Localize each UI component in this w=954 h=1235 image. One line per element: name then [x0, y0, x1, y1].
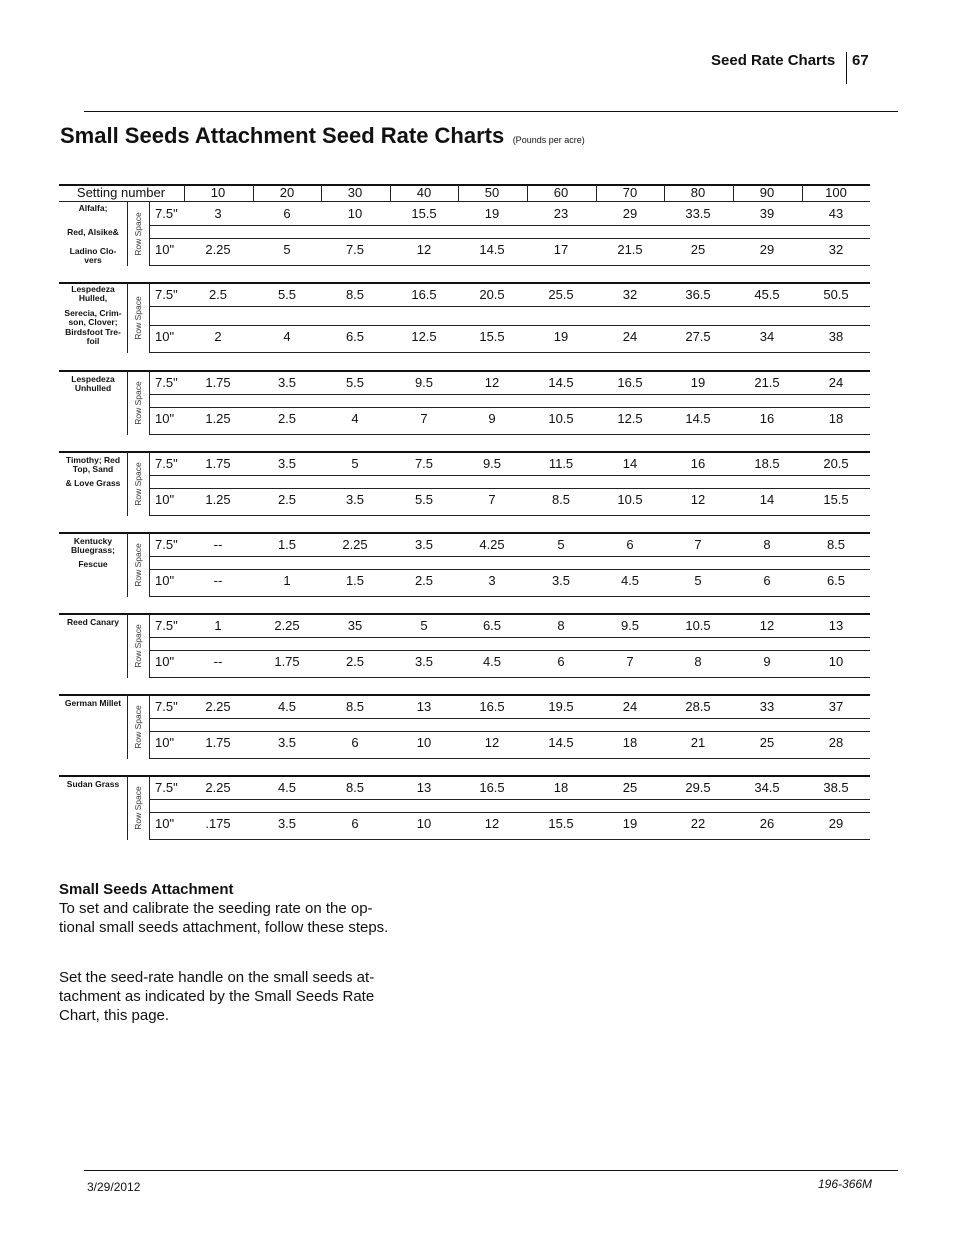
rate-cell: 5 — [351, 456, 359, 471]
row-space-text: Row Space — [133, 543, 143, 587]
rate-cell: 6.5 — [826, 573, 846, 588]
rate-cell: 3.5 — [345, 492, 365, 507]
rate-cell: 43 — [828, 206, 844, 221]
rate-cell: 20.5 — [823, 456, 849, 471]
seed-name: Reed Canary — [67, 617, 119, 627]
group-top-rule — [59, 694, 870, 696]
rate-cell: 15.5 — [823, 492, 849, 507]
group-bottom-rule — [149, 352, 870, 353]
rate-cell: 4 — [351, 411, 359, 426]
row-space-label — [131, 616, 145, 676]
rate-cell: 4.25 — [479, 537, 505, 552]
rate-cell: 10.5 — [548, 411, 574, 426]
row-space-text: Row Space — [133, 381, 143, 425]
rate-cell: 13 — [828, 618, 844, 633]
group-bottom-rule — [149, 839, 870, 840]
header-col-divider — [596, 185, 597, 201]
row-spacing-value: 7.5" — [155, 699, 178, 714]
rate-cell: 50.5 — [823, 287, 849, 302]
rate-cell: 33 — [759, 699, 775, 714]
rate-cell: 3 — [214, 206, 222, 221]
rate-cell: 7 — [488, 492, 496, 507]
rate-cell: 24 — [622, 329, 638, 344]
group-bottom-rule — [149, 677, 870, 678]
row-rule — [149, 238, 870, 239]
rate-cell: 45.5 — [754, 287, 780, 302]
row-spacing-value: 10" — [155, 329, 175, 344]
group-top-rule — [59, 282, 870, 284]
rate-cell: 16.5 — [479, 780, 505, 795]
rate-cell: 3.5 — [551, 573, 571, 588]
row-spacing-value: 7.5" — [155, 206, 178, 221]
small-seeds-section — [59, 880, 389, 937]
rate-cell: 14 — [759, 492, 775, 507]
setting-header-50: 50 — [484, 185, 500, 200]
setting-header-40: 40 — [416, 185, 432, 200]
rate-cell: 7.5 — [414, 456, 434, 471]
rate-cell: .175 — [205, 816, 231, 831]
group-bottom-rule — [149, 265, 870, 266]
row-spacing-value: 7.5" — [155, 780, 178, 795]
rate-cell: 3 — [488, 573, 496, 588]
row-rule — [149, 325, 870, 326]
section-paragraph-1: To set and calibrate the seeding rate on the op-tional small seeds attachment, follow these steps. — [59, 900, 389, 936]
rate-cell: 9.5 — [620, 618, 640, 633]
rate-cell: 27.5 — [685, 329, 711, 344]
rate-cell: 13 — [416, 699, 432, 714]
rate-cell: 5.5 — [414, 492, 434, 507]
seed-name: Timothy; Red Top, Sand — [65, 455, 121, 474]
rate-cell: 5 — [557, 537, 565, 552]
rate-cell: 32 — [828, 242, 844, 257]
page-number: 67 — [852, 52, 869, 69]
rate-cell: 16 — [759, 411, 775, 426]
rate-cell: 8 — [557, 618, 565, 633]
rate-cell: 4.5 — [620, 573, 640, 588]
rate-cell: 10 — [828, 654, 844, 669]
rate-cell: 6.5 — [345, 329, 365, 344]
row-space-text: Row Space — [133, 296, 143, 340]
setting-header-90: 90 — [759, 185, 775, 200]
rate-cell: 6.5 — [482, 618, 502, 633]
rate-cell: 12 — [484, 735, 500, 750]
row-spacing-value: 10" — [155, 654, 175, 669]
space-col-divider — [149, 202, 150, 266]
rate-cell: 25.5 — [548, 287, 574, 302]
rate-cell: 25 — [690, 242, 706, 257]
rate-cell: 6 — [351, 816, 359, 831]
row-space-label — [131, 454, 145, 514]
row-space-divider — [127, 776, 128, 840]
row-spacing-value: 7.5" — [155, 375, 178, 390]
row-space-label — [131, 285, 145, 351]
rate-cell: 1.75 — [205, 375, 231, 390]
rate-cell: 12 — [759, 618, 775, 633]
row-spacing-value: 7.5" — [155, 287, 178, 302]
rate-cell: 19 — [553, 329, 569, 344]
rate-cell: 24 — [828, 375, 844, 390]
rate-cell: 22 — [690, 816, 706, 831]
rate-cell: 7 — [420, 411, 428, 426]
bottom-rule — [84, 1170, 898, 1171]
rate-cell: 1 — [214, 618, 222, 633]
rate-cell: 16 — [690, 456, 706, 471]
rate-cell: 2.25 — [342, 537, 368, 552]
group-top-rule — [59, 775, 870, 777]
setting-header-60: 60 — [553, 185, 569, 200]
header-col-divider — [802, 185, 803, 201]
row-spacing-value: 10" — [155, 242, 175, 257]
rate-cell: 14 — [622, 456, 638, 471]
rate-cell: 2.25 — [205, 699, 231, 714]
rate-cell: 6 — [283, 206, 291, 221]
row-space-divider — [127, 695, 128, 759]
row-space-text: Row Space — [133, 462, 143, 506]
row-rule — [149, 225, 870, 226]
rate-cell: 12 — [484, 816, 500, 831]
rate-cell: 5 — [420, 618, 428, 633]
rate-cell: 28 — [828, 735, 844, 750]
rate-cell: 12 — [416, 242, 432, 257]
row-space-text: Row Space — [133, 624, 143, 668]
rate-cell: -- — [213, 654, 223, 669]
rate-cell: 1.75 — [274, 654, 300, 669]
rate-cell: 14.5 — [548, 735, 574, 750]
rate-cell: 16.5 — [479, 699, 505, 714]
row-space-label — [131, 373, 145, 433]
rate-cell: 23 — [553, 206, 569, 221]
row-spacing-value: 10" — [155, 735, 175, 750]
rate-cell: 37 — [828, 699, 844, 714]
rate-cell: 7 — [626, 654, 634, 669]
rate-cell: 21.5 — [617, 242, 643, 257]
row-rule — [149, 637, 870, 638]
rate-cell: 29 — [759, 242, 775, 257]
rate-cell: 21.5 — [754, 375, 780, 390]
row-space-divider — [127, 452, 128, 516]
rate-cell: 6 — [626, 537, 634, 552]
rate-cell: 9 — [488, 411, 496, 426]
row-space-text: Row Space — [133, 705, 143, 749]
rate-cell: 8.5 — [345, 287, 365, 302]
row-spacing-value: 10" — [155, 816, 175, 831]
group-bottom-rule — [149, 515, 870, 516]
rate-cell: 10 — [347, 206, 363, 221]
row-rule — [149, 650, 870, 651]
rate-cell: 8.5 — [551, 492, 571, 507]
row-spacing-value: 10" — [155, 411, 175, 426]
rate-cell: 38 — [828, 329, 844, 344]
seed-name: Alfalfa; — [78, 203, 108, 213]
header-col-divider — [184, 185, 185, 201]
rate-cell: 29 — [622, 206, 638, 221]
space-col-divider — [149, 695, 150, 759]
rate-cell: 3.5 — [277, 816, 297, 831]
seed-name: Serecia, Crim- son, Clover; — [64, 308, 122, 327]
row-rule — [149, 407, 870, 408]
rate-cell: 34.5 — [754, 780, 780, 795]
header-col-divider — [321, 185, 322, 201]
row-rule — [149, 718, 870, 719]
rate-cell: 28.5 — [685, 699, 711, 714]
rate-cell: 2.5 — [277, 492, 297, 507]
space-col-divider — [149, 283, 150, 353]
rate-cell: 12.5 — [411, 329, 437, 344]
rate-cell: 1 — [283, 573, 291, 588]
rate-cell: 35 — [347, 618, 363, 633]
seed-name: Fescue — [78, 559, 108, 569]
rate-cell: 8 — [694, 654, 702, 669]
rate-cell: 25 — [759, 735, 775, 750]
title-units: (Pounds per acre) — [512, 135, 585, 145]
rate-cell: 17 — [553, 242, 569, 257]
rate-cell: 14.5 — [685, 411, 711, 426]
rate-cell: 3.5 — [277, 735, 297, 750]
rate-cell: 2.25 — [205, 780, 231, 795]
rate-cell: 3.5 — [414, 537, 434, 552]
rate-cell: 18 — [553, 780, 569, 795]
row-spacing-value: 10" — [155, 573, 175, 588]
rate-cell: 10.5 — [685, 618, 711, 633]
row-space-divider — [127, 283, 128, 353]
row-space-label — [131, 204, 145, 264]
space-col-divider — [149, 533, 150, 597]
rate-cell: 14.5 — [548, 375, 574, 390]
header-col-divider — [390, 185, 391, 201]
rate-cell: 26 — [759, 816, 775, 831]
rate-cell: 12 — [484, 375, 500, 390]
rate-cell: -- — [213, 573, 223, 588]
rate-cell: 4.5 — [277, 699, 297, 714]
rate-cell: 7.5 — [345, 242, 365, 257]
footer-date: 3/29/2012 — [87, 1180, 141, 1194]
rate-cell: 32 — [622, 287, 638, 302]
rate-cell: 29 — [828, 816, 844, 831]
rate-cell: 2.5 — [345, 654, 365, 669]
rate-cell: 39 — [759, 206, 775, 221]
rate-cell: 2.25 — [205, 242, 231, 257]
row-spacing-value: 7.5" — [155, 618, 178, 633]
group-top-rule — [59, 532, 870, 534]
rate-cell: 19 — [484, 206, 500, 221]
rate-cell: 18 — [622, 735, 638, 750]
rate-cell: 6 — [557, 654, 565, 669]
row-rule — [149, 394, 870, 395]
section-heading: Small Seeds Attachment — [59, 881, 234, 898]
rate-cell: 14.5 — [479, 242, 505, 257]
rate-cell: 18 — [828, 411, 844, 426]
rate-cell: 19.5 — [548, 699, 574, 714]
rate-cell: 13 — [416, 780, 432, 795]
rate-cell: 15.5 — [479, 329, 505, 344]
header-col-divider — [527, 185, 528, 201]
rate-cell: 38.5 — [823, 780, 849, 795]
rate-cell: 3.5 — [277, 456, 297, 471]
setting-header-10: 10 — [210, 185, 226, 200]
seed-name: Kentucky Bluegrass; — [71, 536, 115, 555]
rate-cell: 1.5 — [345, 573, 365, 588]
rate-cell: 33.5 — [685, 206, 711, 221]
rate-cell: 5.5 — [277, 287, 297, 302]
rate-cell: 12 — [690, 492, 706, 507]
rate-cell: 34 — [759, 329, 775, 344]
rate-cell: 8.5 — [826, 537, 846, 552]
rate-cell: 12.5 — [617, 411, 643, 426]
rate-cell: 2.5 — [277, 411, 297, 426]
rate-cell: 10 — [416, 816, 432, 831]
rate-cell: 36.5 — [685, 287, 711, 302]
rate-cell: 1.75 — [205, 735, 231, 750]
row-rule — [149, 556, 870, 557]
row-spacing-value: 10" — [155, 492, 175, 507]
rate-cell: 5 — [694, 573, 702, 588]
row-space-text: Row Space — [133, 212, 143, 256]
rate-cell: 10 — [416, 735, 432, 750]
group-bottom-rule — [149, 596, 870, 597]
row-rule — [149, 475, 870, 476]
seed-name: Sudan Grass — [66, 779, 120, 789]
row-space-label — [131, 778, 145, 838]
seed-name: Lespedeza Unhulled — [71, 374, 115, 393]
rate-cell: 18.5 — [754, 456, 780, 471]
rate-cell: 3.5 — [277, 375, 297, 390]
rate-cell: 5 — [283, 242, 291, 257]
setting-header-20: 20 — [279, 185, 295, 200]
rate-cell: 1.25 — [205, 492, 231, 507]
rate-cell: 5.5 — [345, 375, 365, 390]
header-bottom-rule — [59, 201, 870, 202]
row-spacing-value: 7.5" — [155, 456, 178, 471]
rate-cell: 15.5 — [411, 206, 437, 221]
rate-cell: 20.5 — [479, 287, 505, 302]
title-main: Small Seeds Attachment Seed Rate Charts — [60, 123, 505, 148]
group-top-rule — [59, 370, 870, 372]
rate-cell: 8.5 — [345, 780, 365, 795]
rate-cell: 2 — [214, 329, 222, 344]
row-space-divider — [127, 533, 128, 597]
row-space-divider — [127, 202, 128, 266]
rate-cell: 6 — [351, 735, 359, 750]
rate-cell: 4.5 — [482, 654, 502, 669]
rate-cell: 29.5 — [685, 780, 711, 795]
group-top-rule — [59, 451, 870, 453]
rate-cell: 9 — [763, 654, 771, 669]
seed-name: German Millet — [64, 698, 122, 708]
rate-cell: 7 — [694, 537, 702, 552]
group-bottom-rule — [149, 758, 870, 759]
setting-header-30: 30 — [347, 185, 363, 200]
running-header: Seed Rate Charts — [711, 52, 836, 69]
row-rule — [149, 488, 870, 489]
setting-number-label: Setting number — [76, 185, 166, 200]
row-rule — [149, 812, 870, 813]
header-col-divider — [664, 185, 665, 201]
rate-cell: 1.25 — [205, 411, 231, 426]
seed-name: Ladino Clo- vers — [69, 246, 117, 265]
rate-cell: 10.5 — [617, 492, 643, 507]
rate-cell: 21 — [690, 735, 706, 750]
rate-cell: 8.5 — [345, 699, 365, 714]
section-paragraph-2: Set the seed-rate handle on the small seeds at-tachment as indicated by the Small Seeds Rate Chart, this page. — [59, 969, 375, 1024]
rate-cell: 19 — [622, 816, 638, 831]
rate-cell: -- — [213, 537, 223, 552]
row-space-text: Row Space — [133, 786, 143, 830]
rate-cell: 19 — [690, 375, 706, 390]
rate-cell: 16.5 — [411, 287, 437, 302]
group-bottom-rule — [149, 434, 870, 435]
setting-header-70: 70 — [622, 185, 638, 200]
rate-cell: 16.5 — [617, 375, 643, 390]
setting-header-80: 80 — [690, 185, 706, 200]
rate-cell: 25 — [622, 780, 638, 795]
header-col-divider — [253, 185, 254, 201]
rate-cell: 2.25 — [274, 618, 300, 633]
row-space-label — [131, 535, 145, 595]
row-rule — [149, 569, 870, 570]
row-space-label — [131, 697, 145, 757]
group-top-rule — [59, 613, 870, 615]
rate-cell: 11.5 — [548, 456, 574, 471]
header-col-divider — [733, 185, 734, 201]
rate-cell: 4 — [283, 329, 291, 344]
space-col-divider — [149, 452, 150, 516]
seed-name: Birdsfoot Tre- foil — [65, 327, 121, 346]
rate-cell: 9.5 — [482, 456, 502, 471]
space-col-divider — [149, 614, 150, 678]
space-col-divider — [149, 371, 150, 435]
row-rule — [149, 306, 870, 307]
header-col-divider — [458, 185, 459, 201]
footer-doc-number: 196-366M — [818, 1177, 873, 1191]
rate-cell: 1.5 — [277, 537, 297, 552]
rate-cell: 3.5 — [414, 654, 434, 669]
rate-cell: 2.5 — [414, 573, 434, 588]
rate-cell: 2.5 — [208, 287, 228, 302]
rate-cell: 9.5 — [414, 375, 434, 390]
rate-cell: 1.75 — [205, 456, 231, 471]
rate-cell: 24 — [622, 699, 638, 714]
row-space-divider — [127, 371, 128, 435]
rate-cell: 15.5 — [548, 816, 574, 831]
seed-name: & Love Grass — [65, 478, 121, 488]
row-rule — [149, 731, 870, 732]
rate-cell: 4.5 — [277, 780, 297, 795]
setting-header-100: 100 — [825, 185, 847, 200]
seed-name: Red, Alsike& — [67, 227, 119, 237]
row-rule — [149, 799, 870, 800]
seed-name: Lespedeza Hulled, — [71, 284, 115, 303]
space-col-divider — [149, 776, 150, 840]
rate-cell: 8 — [763, 537, 771, 552]
row-space-divider — [127, 614, 128, 678]
row-spacing-value: 7.5" — [155, 537, 178, 552]
rate-cell: 6 — [763, 573, 771, 588]
